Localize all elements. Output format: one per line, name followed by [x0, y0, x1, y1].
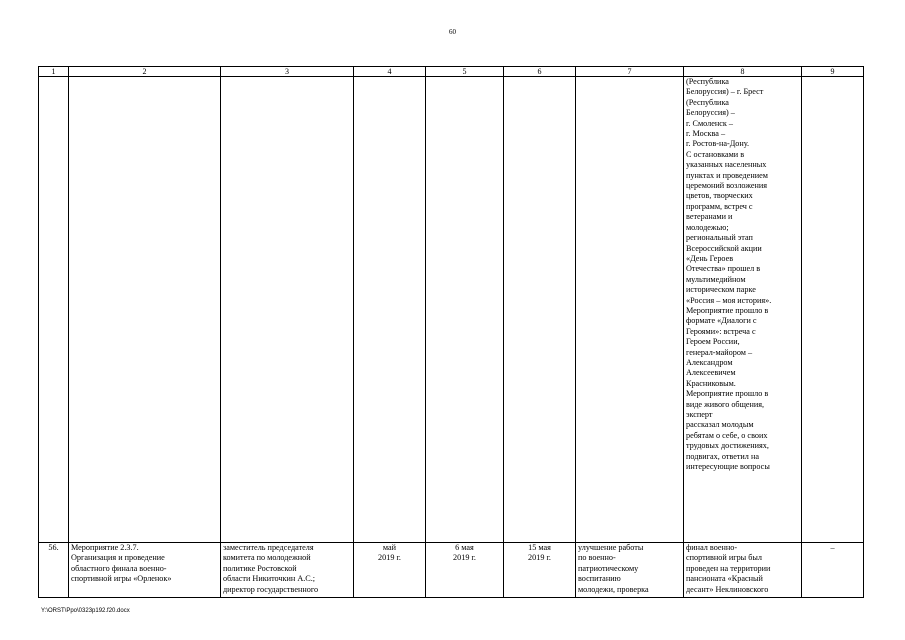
text-line: по военно- — [578, 553, 616, 563]
text-line: рассказал молодым — [686, 420, 754, 430]
text-line: патриотическому — [578, 563, 639, 573]
column-number: 8 — [684, 67, 802, 77]
report-table — [38, 66, 864, 598]
text-line: Белоруссия) – — [686, 108, 735, 118]
text-line: политике Ростовской — [223, 563, 297, 573]
text-line: комитета по молодежной — [223, 553, 311, 563]
text-line: областного финала военно- — [71, 563, 167, 573]
text-line: директор государственного — [223, 584, 319, 594]
column-number-row — [39, 67, 864, 77]
text-line: программ, встреч с — [686, 201, 753, 211]
text-line: подвигах, ответил на — [686, 451, 759, 461]
text-line: спортивной игры был — [686, 553, 762, 563]
text-line: улучшение работы — [578, 543, 644, 552]
text-line: С остановками в — [686, 149, 745, 159]
text-line: виде живого общения, — [686, 399, 765, 409]
text-line: ребятам о себе, о своих — [686, 430, 768, 440]
text-line: ветеранами и — [686, 212, 733, 222]
column-number: 7 — [576, 67, 684, 77]
actual-result-cell — [684, 543, 802, 598]
column-number: 9 — [802, 67, 864, 77]
column-number: 4 — [354, 67, 426, 77]
planned-date-cell — [354, 543, 426, 598]
text-line: Мероприятие 2.3.7. — [71, 543, 139, 552]
text-line: мультимедийном — [686, 274, 746, 284]
table-cell — [69, 77, 221, 543]
text-line: пансионата «Красный — [686, 574, 763, 584]
column-number: 6 — [504, 67, 576, 77]
text-line: «День Героев — [686, 253, 734, 263]
table-cell — [39, 77, 69, 543]
text-line: 2019 г. — [453, 553, 476, 563]
text-line: (Республика — [686, 97, 729, 107]
text-line: историческом парке — [686, 285, 756, 295]
text-line: г. Смоленск – — [686, 118, 734, 128]
page-number: 60 — [449, 28, 456, 36]
column-number: 3 — [221, 67, 354, 77]
expected-result-cell — [576, 543, 684, 598]
text-line: 2019 г. — [378, 553, 401, 563]
text-line: молодежью; — [686, 222, 729, 232]
text-line: Белоруссия) – г. Брест — [686, 87, 764, 97]
text-line: г. Ростов-на-Дону. — [686, 139, 750, 149]
text-line: 6 мая — [455, 543, 474, 552]
text-line: десант» Неклиновского — [686, 584, 769, 594]
table-cell — [576, 77, 684, 543]
footer-file-path: Y:\ORST\Ppo\0323p192.f20.docx — [41, 608, 130, 614]
text-line: Красниковым. — [686, 378, 736, 388]
text-line: 2019 г. — [528, 553, 551, 563]
row-number: 56. — [39, 543, 69, 598]
continuation-row — [39, 77, 864, 543]
text-line: региональный этап — [686, 233, 753, 243]
text-line: заместитель председателя — [223, 543, 314, 552]
text-line: молодежи, проверка — [578, 584, 649, 594]
table-cell — [354, 77, 426, 543]
text-line: финал военно- — [686, 543, 738, 552]
text-line: трудовых достижениях, — [686, 441, 769, 451]
table-row — [39, 543, 864, 598]
text-line: области Никиточкин А.С.; — [223, 574, 316, 584]
text-line: указанных населенных — [686, 160, 767, 170]
text-line: Мероприятие прошло в — [686, 389, 769, 399]
text-line: пунктах и проведением — [686, 170, 768, 180]
column-number: 2 — [69, 67, 221, 77]
text-line: Героями»: встреча с — [686, 326, 756, 336]
text-line: Алексеевичем — [686, 368, 736, 378]
table-cell — [802, 77, 864, 543]
start-date-cell — [426, 543, 504, 598]
text-line: 15 мая — [528, 543, 551, 552]
text-line: интересующие вопросы — [686, 462, 770, 472]
text-line: воспитанию — [578, 574, 621, 584]
text-line: Мероприятие прошло в — [686, 305, 769, 315]
table-cell — [426, 77, 504, 543]
notes-cell: – — [802, 543, 864, 598]
text-line: Героем России, — [686, 337, 740, 347]
text-line: Организация и проведение — [71, 553, 165, 563]
activity-cell — [69, 543, 221, 598]
text-line: г. Москва – — [686, 129, 726, 139]
text-line: цветов, творческих — [686, 191, 753, 201]
text-line: формате «Диалоги с — [686, 316, 757, 326]
text-line: Отечества» прошел в — [686, 264, 761, 274]
text-line: «Россия – моя история». — [686, 295, 772, 305]
text-line: спортивной игры «Орленок» — [71, 574, 172, 584]
column-number: 1 — [39, 67, 69, 77]
table-cell — [221, 77, 354, 543]
responsible-cell — [221, 543, 354, 598]
end-date-cell — [504, 543, 576, 598]
text-line: май — [382, 543, 397, 552]
table-cell — [504, 77, 576, 543]
text-line: Всероссийской акции — [686, 243, 762, 253]
text-line: Александром — [686, 357, 733, 367]
text-line: (Республика — [686, 77, 729, 86]
text-line: генерал-майором – — [686, 347, 753, 357]
text-line: проведен на территории — [686, 563, 771, 573]
column-number: 5 — [426, 67, 504, 77]
result-cell — [684, 77, 802, 543]
text-line: эксперт — [686, 410, 713, 419]
text-line: церемоний возложения — [686, 181, 768, 191]
